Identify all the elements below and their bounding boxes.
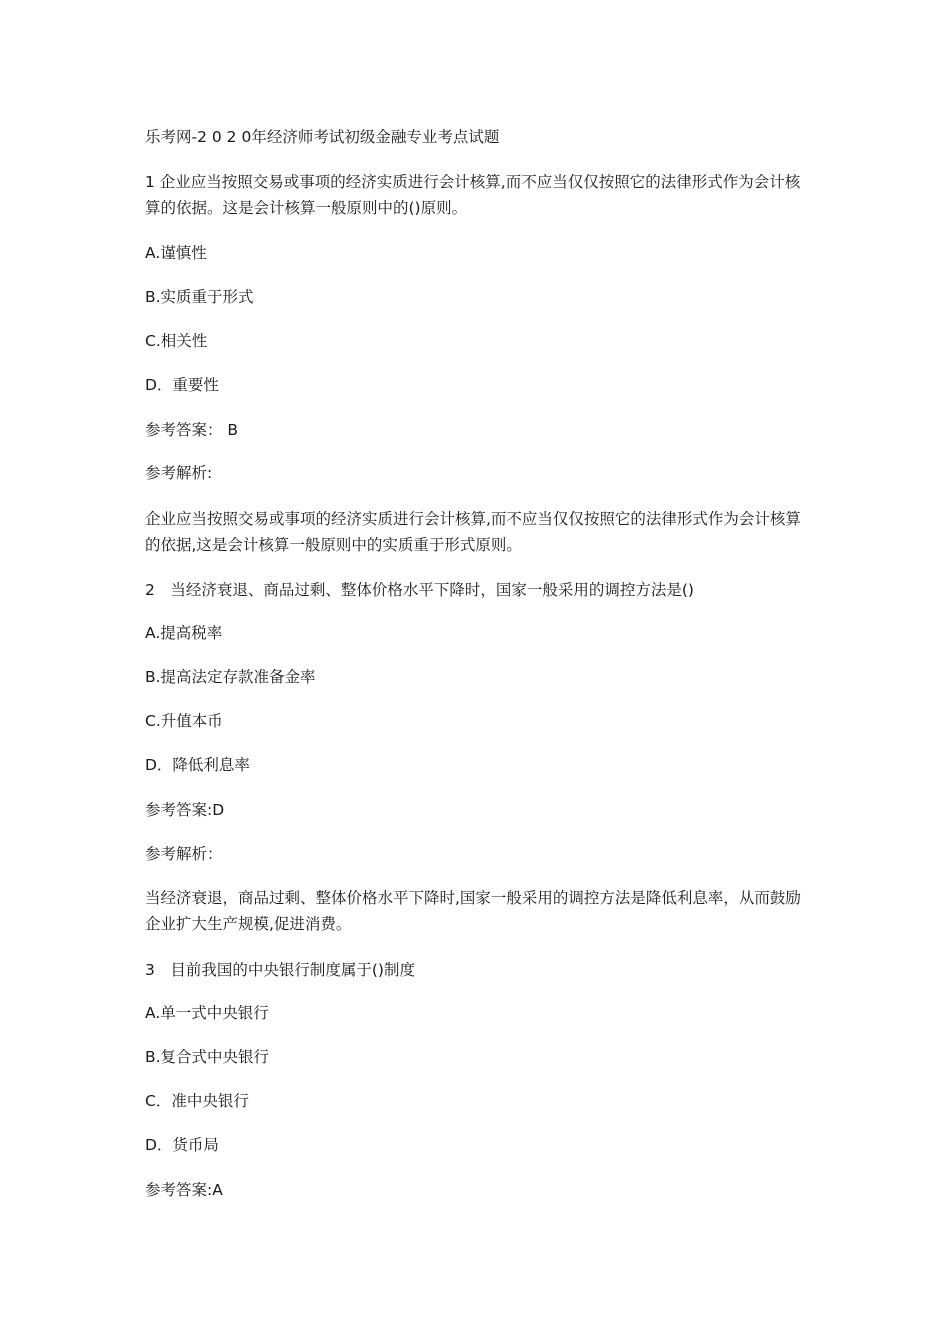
- question-2-option-d: D．降低利息率: [145, 756, 250, 774]
- question-3-option-b: B.复合式中央银行: [145, 1048, 270, 1066]
- question-2-option-b: B.提高法定存款准备金率: [145, 668, 316, 686]
- question-3-option-d: D．货币局: [145, 1136, 219, 1154]
- question-2-option-c: C.升值本币: [145, 712, 223, 730]
- question-3-answer: 参考答案:A: [145, 1181, 223, 1199]
- question-2-analysis: 当经济衰退，商品过剩、整体价格水平下降时,国家一般采用的调控方法是降低利息率，从而鼓励企业扩大生产规模,促进消费。: [145, 889, 801, 933]
- document-title: 乐考网-2 0 2 0年经济师考试初级金融专业考点试题: [145, 128, 500, 146]
- question-1-option-a: A.谨慎性: [145, 244, 207, 262]
- question-1-stem: 1 企业应当按照交易或事项的经济实质进行会计核算,而不应当仅仅按照它的法律形式作为会计核算的依据。这是会计核算一般原则中的()原则。: [145, 173, 801, 217]
- question-1-analysis-label: 参考解析:: [145, 464, 213, 482]
- question-3-stem: 3 目前我国的中央银行制度属于()制度: [145, 961, 415, 979]
- question-2-stem: 2 当经济衰退、商品过剩、整体价格水平下降时，国家一般采用的调控方法是(): [145, 581, 694, 599]
- question-3-option-a: A.单一式中央银行: [145, 1004, 269, 1022]
- question-3-option-c: C．准中央银行: [145, 1092, 249, 1110]
- question-1-option-d: D．重要性: [145, 376, 219, 394]
- question-2-analysis-label: 参考解析：: [145, 845, 223, 863]
- question-2-option-a: A.提高税率: [145, 624, 223, 642]
- question-1-option-b: B.实质重于形式: [145, 288, 254, 306]
- question-1-answer: 参考答案： B: [145, 421, 239, 439]
- question-1-analysis: 企业应当按照交易或事项的经济实质进行会计核算,而不应当仅仅按照它的法律形式作为会计核算的依据,这是会计核算一般原则中的实质重于形式原则。: [145, 510, 801, 554]
- question-1-option-c: C.相关性: [145, 332, 208, 350]
- question-2-answer: 参考答案:D: [145, 801, 225, 819]
